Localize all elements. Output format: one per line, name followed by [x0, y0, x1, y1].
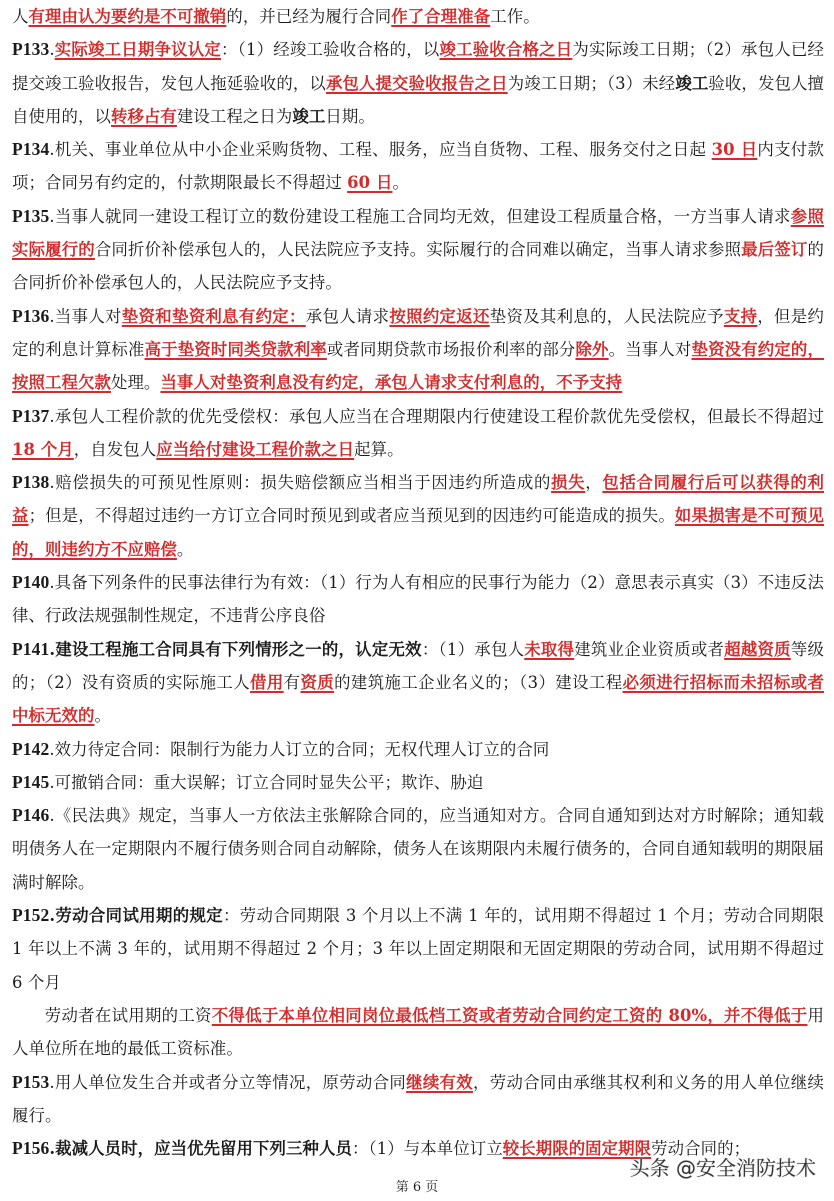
- body-text: 劳动者在试用期的工资: [44, 1005, 212, 1025]
- body-text: 垫资及其利息的，人民法院应予: [489, 306, 724, 326]
- clause-number: P141: [12, 638, 50, 659]
- body-text: 或者同期贷款市场报价利率的部分: [326, 339, 576, 359]
- highlighted-text: 实际竣工日期争议认定: [54, 40, 221, 60]
- paragraph-p138: [12, 466, 824, 566]
- paragraph-p133: [12, 33, 824, 133]
- paragraph-p146: [12, 799, 824, 899]
- clause-number: P145: [12, 771, 50, 792]
- body-text: 。: [176, 539, 194, 559]
- body-text: 。: [94, 706, 111, 726]
- body-text: 的合同折价补偿承包人的，人民法院应予支持。: [12, 240, 825, 293]
- clause-number: P137: [12, 405, 50, 426]
- highlighted-text: 继续有效: [406, 1072, 474, 1092]
- clause-number: P146: [12, 805, 50, 826]
- body-text: .机关、事业单位从中小企业采购货物、工程、服务，应当自货物、工程、服务交付之日起: [49, 140, 712, 160]
- body-text: 为实际竣工日期；（2）承包人已经提交竣工验收报告，发包人拖延验收的，以: [12, 40, 824, 93]
- body-text: 人: [12, 7, 29, 26]
- body-text: 验收，发包人擅自使用的，以: [12, 73, 825, 126]
- body-text: 劳动合同的；: [651, 1139, 751, 1159]
- clause-number: P138: [12, 472, 50, 493]
- highlighted-text: 垫资没有约定的，按照工程欠款: [12, 339, 824, 393]
- body-text: ：劳动合同期限 3 个月以上不满 1 年的，试用期不得超过 1 个月；劳动合同期限 1 年以上不满 3 年的，试用期不得超过 2 个月；3 年以上固定期限和无固定期限的劳动合同，试用期不得超过 6 个月: [12, 906, 824, 992]
- clause-number: P133: [12, 39, 50, 60]
- highlighted-text: 60 日: [347, 173, 393, 193]
- body-text: ：（1）承包人: [421, 639, 525, 659]
- highlighted-text: 有理由认为要约是不可撤销: [28, 7, 227, 26]
- body-text: .《民法典》规定，当事人一方依法主张解除合同的，应当通知对方。合同自通知到达对方时解除；通知载明债务人在一定期限内不履行债务则合同自动解除，债务人在该期限内未履行债务的，合同自通知载明的期限届满时解除。: [12, 806, 824, 892]
- body-text: 建设工程之日为: [176, 106, 293, 126]
- paragraph-p137: [12, 400, 824, 467]
- clause-number: P135: [12, 205, 50, 226]
- highlighted-text: 包括合同履行后可以获得的利益: [12, 473, 824, 526]
- body-text: 合同折价补偿承包人的，人民法院应予支持。实际履行的合同难以确定，当事人请求参照: [94, 240, 742, 260]
- paragraph-p145: [12, 766, 824, 799]
- highlighted-text: 参照实际履行的: [12, 206, 824, 260]
- body-text: 内支付款项；合同另有约定的，付款期限最长不得超过: [12, 140, 824, 193]
- highlighted-text: 如果损害是不可预见的，则违约方不应赔偿: [12, 506, 824, 559]
- highlighted-text: 超越资质: [724, 639, 791, 659]
- body-text: 用人单位所在地的最低工资标准。: [12, 1005, 824, 1059]
- body-text: ：（1）与本单位订立: [351, 1139, 503, 1159]
- highlighted-text: 按照约定返还: [389, 306, 490, 326]
- highlighted-text: 除外: [575, 339, 609, 359]
- body-text: .可撤销合同：重大误解；订立合同时显失公平；欺诈、胁迫: [49, 772, 484, 792]
- body-text: .用人单位发生合并或者分立等情况，原劳动合同: [49, 1072, 407, 1092]
- document-page: [12, 0, 824, 1165]
- paragraph-p136: [12, 300, 824, 400]
- highlighted-text: 最后签订: [741, 240, 808, 260]
- body-text: .效力待定合同：限制行为能力人订立的合同；无权代理人订立的合同: [49, 739, 550, 759]
- paragraph-p135: [12, 200, 824, 300]
- body-text: ，劳动合同由承继其权利和义务的用人单位继续履行。: [12, 1072, 824, 1125]
- highlighted-text: 作了合理准备: [391, 7, 491, 26]
- bold-text: 竣工: [292, 106, 326, 126]
- body-text: .当事人对: [49, 306, 122, 326]
- paragraph-p152b: [12, 999, 824, 1066]
- body-text: 承包人请求: [305, 306, 390, 326]
- bold-text: 竣工: [675, 73, 709, 93]
- bold-text: .劳动合同试用期的规定: [49, 906, 223, 926]
- clause-number: P136: [12, 305, 50, 326]
- body-text: 。: [392, 173, 409, 193]
- highlighted-text: 损失: [551, 473, 586, 493]
- highlighted-text: 18 个月: [12, 439, 74, 459]
- highlighted-text: 高于垫资时同类贷款利率: [144, 339, 327, 359]
- paragraph-p152: [12, 899, 824, 999]
- clause-number: P140: [12, 572, 50, 593]
- paragraph-p153: [12, 1066, 824, 1133]
- highlighted-text: 不得低于本单位相同岗位最低档工资或者劳动合同约定工资的 80%，并不得低于: [211, 1005, 808, 1025]
- body-text: 的建筑施工企业名义的；（3）建设工程: [334, 672, 623, 692]
- clause-number: P142: [12, 738, 50, 759]
- highlighted-text: 未取得: [524, 639, 575, 659]
- clause-number: P156: [12, 1138, 50, 1159]
- body-text: 建筑业企业资质或者: [574, 639, 725, 659]
- body-text: 处理。: [110, 373, 161, 393]
- paragraph-p134: [12, 133, 824, 200]
- highlighted-text: 应当给付建设工程价款之日: [156, 439, 355, 459]
- document-body: [12, 0, 824, 1165]
- paragraph-p142: [12, 733, 824, 766]
- bold-text: .建设工程施工合同具有下列情形之一的，认定无效: [49, 639, 422, 659]
- clause-number: P152: [12, 905, 50, 926]
- body-text: 有: [283, 672, 301, 692]
- body-text: 等级的；（2）没有资质的实际施工人: [12, 639, 824, 692]
- body-text: ，但是约定的利息计算标准: [12, 306, 824, 359]
- body-text: 起算。: [354, 439, 404, 459]
- highlighted-text: 垫资和垫资利息有约定：: [121, 306, 306, 326]
- paragraph-p141: [12, 633, 824, 733]
- body-text: .当事人就同一建设工程订立的数份建设工程施工合同均无效，但建设工程质量合格，一方当事人请求: [49, 206, 791, 226]
- highlighted-text: 当事人对垫资利息没有约定，承包人请求支付利息的，不予支持: [160, 373, 623, 393]
- body-text: .赔偿损失的可预见性原则：损失赔偿额应当相当于因违约所造成的: [49, 473, 552, 493]
- body-text: ：（1）经竣工验收合格的，以: [220, 40, 440, 60]
- body-text: .: [49, 40, 55, 60]
- highlighted-text: 转移占有: [110, 106, 177, 126]
- paragraph-p140: [12, 566, 824, 633]
- body-text: 的，并已经为履行合同: [226, 7, 392, 26]
- page-number: 第 6 页: [395, 1180, 439, 1195]
- highlighted-text: 30 日: [711, 140, 758, 160]
- bold-text: .裁减人员时，应当优先留用下列三种人员: [49, 1139, 352, 1159]
- highlighted-text: 较长期限的固定期限: [502, 1139, 652, 1159]
- highlighted-text: 必须进行招标而未招标或者中标无效的: [12, 672, 824, 726]
- paragraph-cont: [12, 0, 824, 33]
- body-text: ；但是，不得超过违约一方订立合同时预见到或者应当预见到的因违约可能造成的损失。: [28, 506, 675, 526]
- body-text: .承包人工程价款的优先受偿权：承包人应当在合理期限内行使建设工程价款优先受偿权，但最长不得超过: [49, 406, 824, 426]
- watermark: 头条 @安全消防技术: [629, 1156, 816, 1180]
- body-text: 工作。: [490, 7, 540, 26]
- highlighted-text: 支持: [723, 306, 758, 326]
- highlighted-text: 竣工验收合格之日: [439, 40, 573, 60]
- body-text: .具备下列条件的民事法律行为有效：（1）行为人有相应的民事行为能力（2）意思表示真实（3）不违反法律、行政法规强制性规定，不违背公序良俗: [12, 573, 824, 626]
- body-text: 日期。: [325, 106, 375, 126]
- body-text: ，: [585, 473, 603, 493]
- highlighted-text: 借用: [250, 672, 284, 692]
- body-text: 为竣工日期；（3）未经: [507, 73, 676, 93]
- body-text: ，自发包人: [73, 439, 157, 459]
- clause-number: P153: [12, 1071, 50, 1092]
- body-text: 。当事人对: [608, 339, 692, 359]
- clause-number: P134: [12, 139, 50, 160]
- highlighted-text: 承包人提交验收报告之日: [325, 73, 508, 93]
- highlighted-text: 资质: [300, 672, 335, 692]
